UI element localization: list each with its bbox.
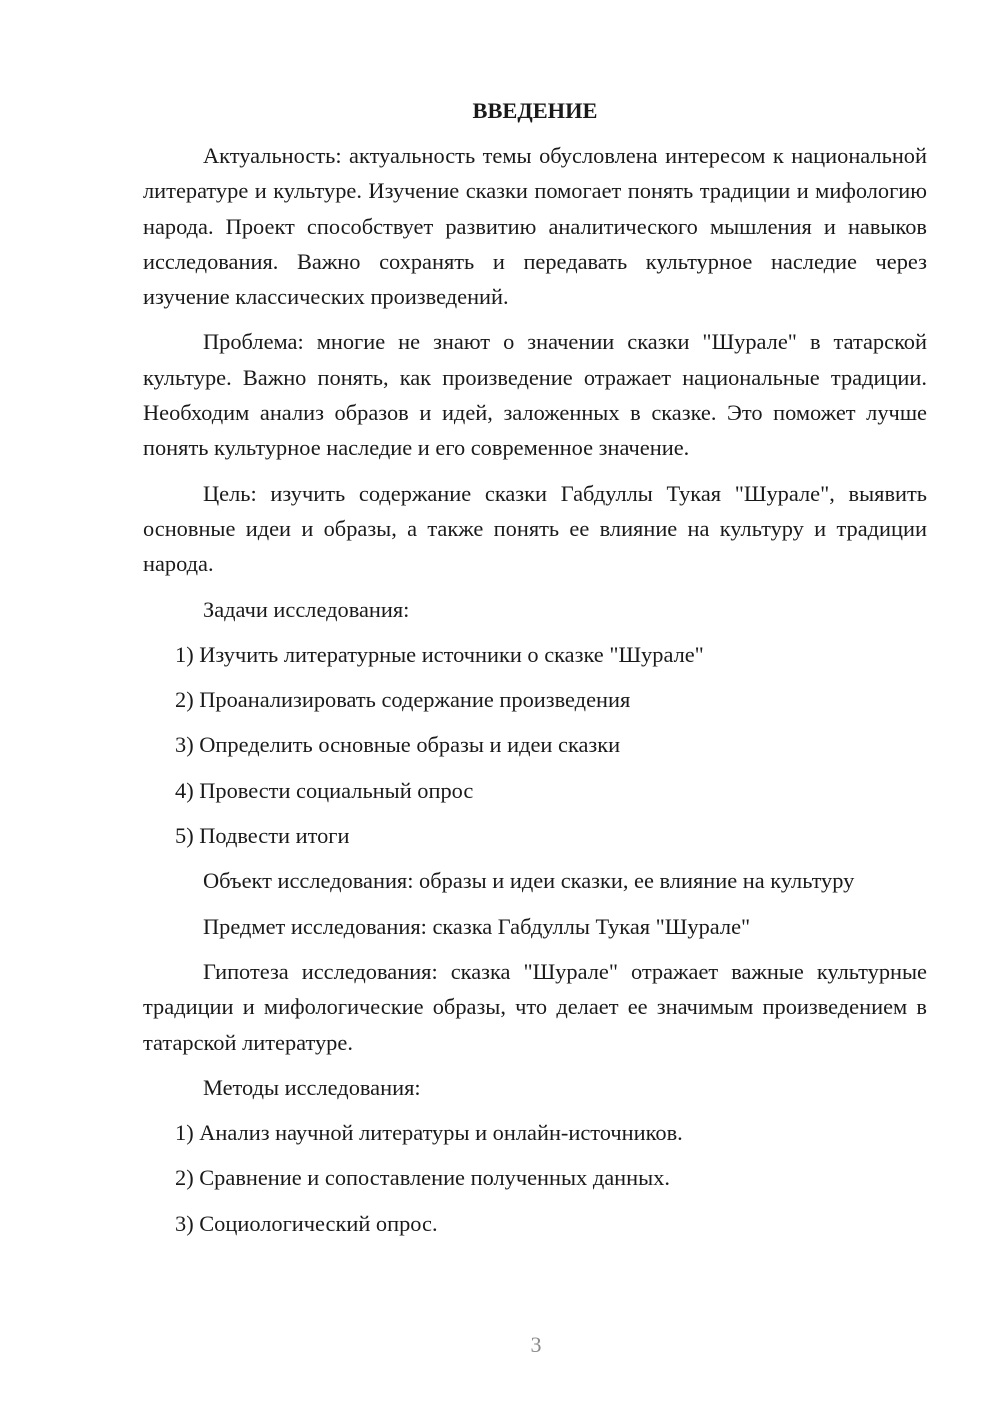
- methods-list: [143, 1115, 927, 1241]
- list-item: 4) Провести социальный опрос: [175, 777, 474, 803]
- list-item: 5) Подвести итоги: [175, 823, 350, 849]
- relevance-paragraph: Актуальность: актуальность темы обусловлена интересом к национальной литературе и культуре. Изучение сказки помогает понять традиции и мифологию народа. Проект способствует развитию аналитического мышления и навыков исследования. Важно сохранять и передавать культурное наследие через изучение классических произведений.: [143, 143, 927, 310]
- list-item: 1) Изучить литературные источники о сказке "Шурале": [175, 641, 704, 667]
- section-title: ВВЕДЕНИЕ: [472, 98, 598, 123]
- goal-paragraph: Цель: изучить содержание сказки Габдуллы Тукая "Шурале", выявить основные идеи и образы, а также понять ее влияние на культуру и традиции народа.: [143, 480, 927, 577]
- list-item: 3) Определить основные образы и идеи сказки: [175, 732, 621, 758]
- list-item: 2) Проанализировать содержание произведения: [175, 687, 631, 713]
- list-item: 1) Анализ научной литературы и онлайн-источников.: [175, 1120, 683, 1146]
- methods-heading: Методы исследования:: [203, 1074, 421, 1100]
- page-number: 3: [530, 1332, 542, 1357]
- list-item: 2) Сравнение и сопоставление полученных данных.: [175, 1165, 670, 1191]
- subject-paragraph: Предмет исследования: сказка Габдуллы Тукая "Шурале": [203, 913, 751, 939]
- list-item: 3) Социологический опрос.: [175, 1210, 438, 1236]
- hypothesis-paragraph: Гипотеза исследования: сказка "Шурале" отражает важные культурные традиции и мифологические образы, что делает ее значимым произведением в татарской литературе.: [143, 958, 927, 1055]
- problem-paragraph: Проблема: многие не знают о значении сказки "Шурале" в татарской культуре. Важно понять, как произведение отражает национальные традиции. Необходим анализ образов и идей, заложенных в сказке. Это поможет лучше понять культурное наследие и его современное значение.: [143, 329, 927, 461]
- tasks-list: [143, 637, 927, 853]
- document-page: [143, 93, 927, 1251]
- tasks-heading: Задачи исследования:: [203, 596, 410, 622]
- object-paragraph: Объект исследования: образы и идеи сказки, ее влияние на культуру: [203, 868, 855, 894]
